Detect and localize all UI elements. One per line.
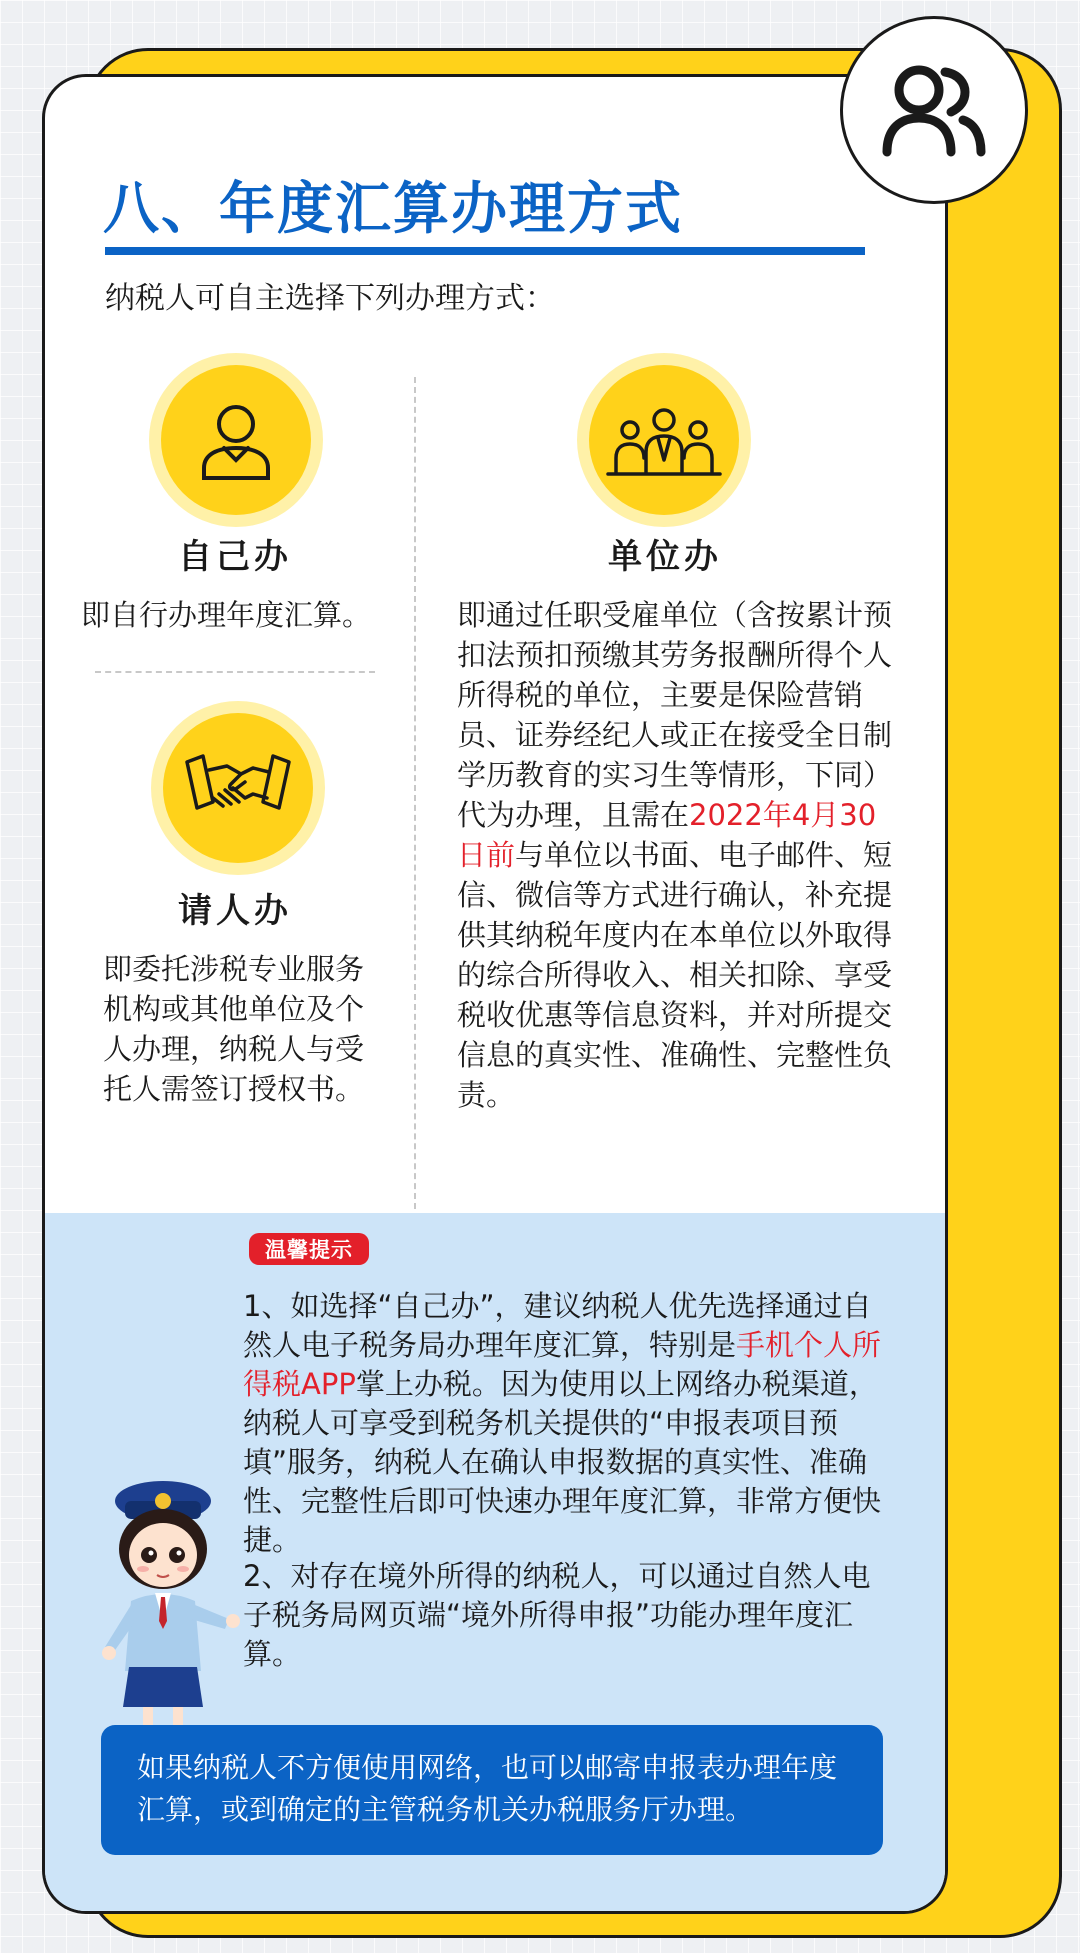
tip-1 <box>243 1287 883 1560</box>
handshake-icon <box>163 713 313 863</box>
unit-desc-part2: 与单位以书面、电子邮件、短信、微信等方式进行确认，补充提供其纳税年度内在本单位以外取得的综合所得收入、相关扣除、享受税收优惠等信息资料，并对所提交信息的真实性、准确性、完整性负责。 <box>457 838 893 1112</box>
unit-method-desc <box>457 595 893 1115</box>
unit-desc-part1: 即通过任职受雇单位（含按累计预扣法预扣预缴其劳务报酬所得个人所得税的单位，主要是保险营销员、证券经纪人或正在接受全日制学历教育的实习生等情形，下同）代为办理，且需在 <box>457 598 893 832</box>
title-underline <box>105 247 865 255</box>
entrust-method-title: 请人办 <box>178 891 292 931</box>
unit-deadline: 2022年4月30日前 <box>457 798 877 872</box>
column-divider <box>414 377 416 1209</box>
self-method-desc: 即自行办理年度汇算。 <box>81 598 372 632</box>
tax-officer-mascot-icon <box>85 1471 241 1745</box>
tip-1-part1: 1、如选择“自己办”，建议纳税人优先选择通过自然人电子税务局办理年度汇算，特别是 <box>243 1289 872 1362</box>
tip-1-app: 手机个人所得税APP <box>243 1328 882 1401</box>
intro-text: 纳税人可自主选择下列办理方式： <box>105 281 555 316</box>
unit-method-title: 单位办 <box>608 537 722 577</box>
tips-badge: 温馨提示 <box>249 1233 369 1265</box>
users-icon <box>840 16 1028 204</box>
offline-notice: 如果纳税人不方便使用网络，也可以邮寄申报表办理年度汇算，或到确定的主管税务机关办税服务厅办理。 <box>101 1725 883 1855</box>
group-icon <box>589 365 739 515</box>
person-icon <box>161 365 311 515</box>
self-method-title: 自己办 <box>178 537 292 577</box>
content-card <box>42 74 948 1914</box>
row-divider <box>95 671 375 673</box>
tip-1-part2: 掌上办税。因为使用以上网络办税渠道，纳税人可享受到税务机关提供的“申报表项目预填”服务，纳税人在确认申报数据的真实性、准确性、完整性后即可快速办理年度汇算，非常方便快捷。 <box>243 1367 882 1557</box>
page-title: 八、年度汇算办理方式 <box>103 177 683 242</box>
entrust-method-desc: 即委托涉税专业服务机构或其他单位及个人办理，纳税人与受托人需签订授权书。 <box>103 952 365 1106</box>
tip-2: 2、对存在境外所得的纳税人，可以通过自然人电子税务局网页端“境外所得申报”功能办理年度汇算。 <box>243 1559 871 1671</box>
